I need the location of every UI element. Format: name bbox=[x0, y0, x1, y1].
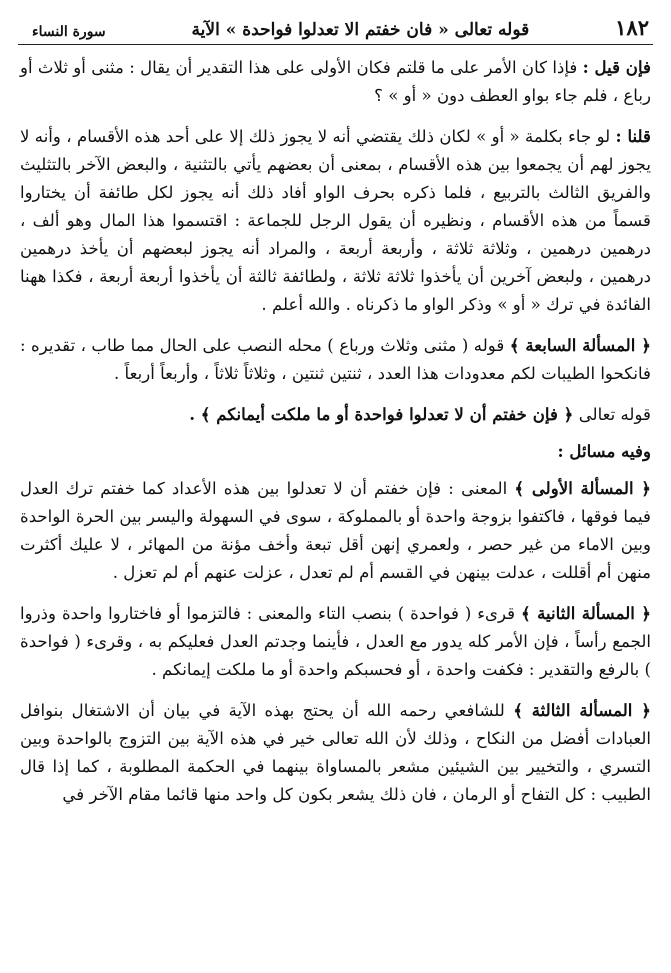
paragraph-text: ﴿ فإن خفتم أن لا تعدلوا فواحدة أو ما ملكت أيمانكم ﴾ . bbox=[189, 404, 574, 424]
paragraph-text: فإذا كان الأمر على ما قلتم فكان الأولى على هذا التقدير أن يقال : مثنى أو ثلاث أو رباع ، فلم جاء بواو العطف دون « أو » ؟ bbox=[19, 58, 651, 105]
paragraph-lead: فإن قيل : bbox=[582, 57, 651, 77]
paragraph-text: لو جاء بكلمة « أو » لكان ذلك يقتضي أنه لا يجوز ذلك إلا على أحد هذه الأقسام ، وأنه لا يجوز لهم أن يجمعوا بين هذه الأقسام ، بمعنى أن بعضهم يأتي بالتثنية ، والبعض الآخر بالتثليث والفريق الثالث بالتربيع ، فلما ذكره بحرف الواو أفاد ذلك أنه يجوز لكل طائفة أن يختاروا قسماً من هذه الأقسام ، ونظيره أن يقول الرجل للجماعة : اقتسموا هذا المال وهو ألف ، درهمين درهمين ، وثلاثة ثلاثة ، وأربعة أربعة ، والمراد أنه يجوز لبعضهم أن يأخذ درهمين درهمين ، ولبعض آخرين أن يأخذوا ثلاثة ثلاثة ، ولطائفة ثالثة أن يأخذوا أربعة أربعة ، فكذا ههنا الفائدة في ترك « أو » وذكر الواو ما ذكرناه . والله أعلم . bbox=[20, 127, 651, 314]
paragraph-lead: ﴿ المسألة السابعة ﴾ bbox=[509, 335, 651, 355]
paragraph-lead: قوله تعالى bbox=[578, 405, 651, 424]
paragraph-issue-one bbox=[18, 474, 653, 587]
paragraph-text: للشافعي رحمه الله أن يحتج بهذه الآية في بيان أن الاشتغال بنوافل العبادات أفضل من النكاح ، وذلك لأن الله تعالى خير في هذه الآية بين التزوج بالواحدة وبين التسري ، والتخيير بين الشيئين مشعر بالمساواة بينهما في الحكمة المطلوبة ، كما إذا قال الطبيب : كل التفاح أو الرمان ، فان ذلك يشعر بكون كل واحد منها قائما مقام الآخر في bbox=[20, 701, 651, 804]
paragraph-answer bbox=[18, 122, 653, 319]
paragraph-lead: وفيه مسائل : bbox=[557, 441, 651, 461]
page-number: ١٨٢ bbox=[615, 15, 649, 40]
paragraph-lead: قلنا : bbox=[615, 126, 651, 146]
surah-name: سورة النساء bbox=[32, 24, 106, 40]
page-header bbox=[18, 10, 653, 45]
paragraph-issue-three bbox=[18, 696, 653, 809]
book-page bbox=[18, 10, 653, 965]
paragraph-text: المعنى : فإن خفتم أن لا تعدلوا بين هذه الأعداد كما خفتم ترك العدل فيما فوقها ، فاكتفوا بزوجة واحدة أو بالمملوكة ، سوى في السهولة واليسر بين الحرة الواحدة وبين الاماء من غير حصر ، ولعمري إنهن أقل تبعة وأخف مؤنة من المهائر ، لا عليك أكثرت منهن أم أقللت ، عدلت بينهن في القسم أم لم تعدل ، عزلت عنهم أم لم تعزل . bbox=[20, 479, 651, 582]
paragraph-lead: ﴿ المسألة الأولى ﴾ bbox=[514, 478, 651, 498]
paragraph-text: قوله ( مثنى وثلاث ورباع ) محله النصب على الحال مما طاب ، تقديره : فانكحوا الطيبات لكم معدودات هذا العدد ، ثنتين ثنتين ، وثلاثاً ثلاثاً ، وأربعاً أربعاً . bbox=[20, 336, 651, 383]
paragraph-lead: ﴿ المسألة الثانية ﴾ bbox=[521, 603, 651, 623]
paragraph-objection bbox=[18, 53, 653, 110]
paragraph-verse bbox=[18, 400, 653, 429]
paragraph-issues-intro bbox=[18, 437, 653, 466]
running-title: قوله تعالى « فان خفتم الا تعدلوا فواحدة » الآية bbox=[191, 20, 530, 40]
page-body bbox=[18, 53, 653, 809]
paragraph-issue-seven bbox=[18, 331, 653, 388]
paragraph-issue-two bbox=[18, 599, 653, 684]
paragraph-lead: ﴿ المسألة الثالثة ﴾ bbox=[513, 700, 651, 720]
paragraph-text: قرىء ( فواحدة ) بنصب التاء والمعنى : فالتزموا أو فاختاروا واحدة وذروا الجمع رأساً ، فإن الأمر كله يدور مع العدل ، فأينما وجدتم العدل فعليكم به ، وقرىء ( فواحدة ) بالرفع والتقدير : فكفت واحدة ، أو فحسبكم واحدة أو ما ملكت إيمانكم . bbox=[20, 604, 651, 679]
